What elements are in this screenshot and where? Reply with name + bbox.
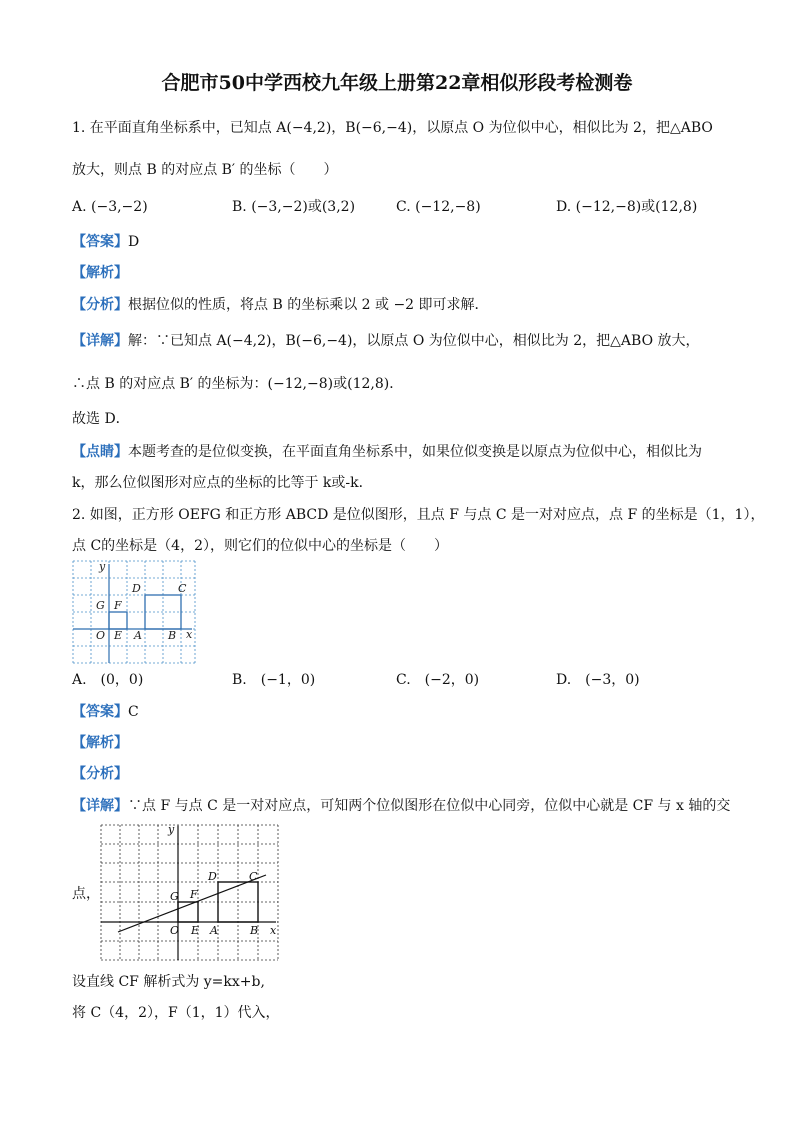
label-a: A bbox=[134, 629, 142, 642]
q1-comment-text2: k，那么位似图形对应点的坐标的比等于 k或-k． bbox=[72, 475, 373, 491]
label-a-2: A bbox=[210, 924, 218, 937]
q2-detail-text1: ∵点 F 与点 C 是一对对应点，可知两个位似图形在位似中心同旁，位似中心就是 CF 与 x 轴的交 bbox=[128, 798, 731, 814]
q1-fenxi-label: 【分析】 bbox=[72, 297, 128, 313]
q2-detail-text2: 点， bbox=[72, 886, 100, 902]
q1-stem-line2: 放大，则点 B 的对应点 B′ 的坐标（ ） bbox=[72, 162, 338, 178]
grid-lines bbox=[73, 561, 195, 663]
label-f-2: F bbox=[190, 888, 198, 901]
q2-stem-line1: 2. 如图，正方形 OEFG 和正方形 ABCD 是位似图形，且点 F 与点 C 是一对对应点，点 F 的坐标是（1，1）， bbox=[72, 507, 765, 523]
q1-comment-row bbox=[72, 442, 702, 462]
q2-detail-label: 【详解】 bbox=[72, 798, 128, 814]
q1-comment-text1: 本题考查的是位似变换，在平面直角坐标系中，如果位似变换是以原点为位似中心，相似比为 bbox=[128, 444, 702, 460]
label-y-2: y bbox=[168, 824, 175, 836]
label-d: D bbox=[132, 582, 141, 595]
q1-detail-label: 【详解】 bbox=[72, 333, 128, 349]
q1-option-d: D. (−12,−8)或(12,8) bbox=[556, 199, 698, 215]
q1-detail-text1: 解：∵已知点 A(−4,2)，B(−6,−4)，以原点 O 为位似中心，相似比为 2，把△ABO 放大， bbox=[128, 333, 700, 349]
q2-answer-value: C bbox=[128, 704, 139, 720]
label-c-2: C bbox=[249, 870, 258, 883]
q2-solution-figure bbox=[100, 824, 280, 961]
label-g-2: G bbox=[170, 890, 179, 903]
q1-fenxi-row bbox=[72, 295, 489, 315]
label-c: C bbox=[178, 582, 187, 595]
q1-detail-row bbox=[72, 331, 700, 351]
label-y: y bbox=[99, 560, 106, 573]
label-f: F bbox=[114, 599, 122, 612]
q2-fenxi-label: 【分析】 bbox=[72, 766, 128, 782]
q1-option-b: B. (−3,−2)或(3,2) bbox=[232, 199, 356, 215]
label-d-2: D bbox=[208, 870, 217, 883]
q1-choose: 故选 D． bbox=[72, 411, 130, 427]
q2-figure-grid bbox=[72, 560, 196, 664]
q2-option-d: D. (−3，0) bbox=[556, 672, 640, 688]
label-b: B bbox=[168, 629, 177, 642]
q2-analysis-label: 【解析】 bbox=[72, 735, 128, 751]
label-x-2: x bbox=[270, 924, 277, 937]
q2-option-a: A. (0，0) bbox=[72, 672, 144, 688]
label-g: G bbox=[96, 599, 105, 612]
label-b-2: B bbox=[250, 924, 259, 937]
label-o-2: O bbox=[170, 924, 180, 937]
q2-line-equation: 设直线 CF 解析式为 y=kx+b, bbox=[72, 974, 265, 990]
q1-answer-value: D bbox=[128, 234, 140, 250]
q1-option-c: C. (−12,−8) bbox=[396, 199, 481, 215]
q2-option-c: C. (−2，0) bbox=[396, 672, 480, 688]
label-x: x bbox=[186, 628, 193, 641]
q2-stem-line2: 点 C的坐标是（4，2），则它们的位似中心的坐标是（ ） bbox=[72, 538, 448, 554]
q2-answer-label: 【答案】 bbox=[72, 704, 128, 720]
q2-detail-row bbox=[72, 796, 730, 816]
q2-substitute: 将 C（4，2），F（1，1）代入， bbox=[72, 1005, 280, 1021]
square-oefg bbox=[109, 612, 127, 629]
q1-comment-label: 【点睛】 bbox=[72, 444, 128, 460]
q1-stem-line1: 1. 在平面直角坐标系中，已知点 A(−4,2)，B(−6,−4)，以原点 O 为位似中心，相似比为 2，把△ABO bbox=[72, 120, 713, 136]
page-title: 合肥市50中学西校九年级上册第22章相似形段考检测卷 bbox=[161, 72, 633, 94]
label-e: E bbox=[114, 629, 123, 642]
label-o: O bbox=[96, 629, 106, 642]
q1-fenxi-text: 根据位似的性质，将点 B 的坐标乘以 2 或 −2 即可求解． bbox=[128, 297, 489, 313]
q1-option-a: A. (−3,−2) bbox=[72, 199, 148, 215]
q2-option-b: B. (−1，0) bbox=[232, 672, 316, 688]
q1-answer-row bbox=[72, 232, 139, 252]
q1-analysis-label: 【解析】 bbox=[72, 265, 128, 281]
q1-detail-text2: ∴点 B 的对应点 B′ 的坐标为：(−12,−8)或(12,8)． bbox=[72, 376, 404, 392]
q1-answer-label: 【答案】 bbox=[72, 234, 128, 250]
q2-answer-row bbox=[72, 702, 139, 722]
label-e-2: E bbox=[191, 924, 200, 937]
